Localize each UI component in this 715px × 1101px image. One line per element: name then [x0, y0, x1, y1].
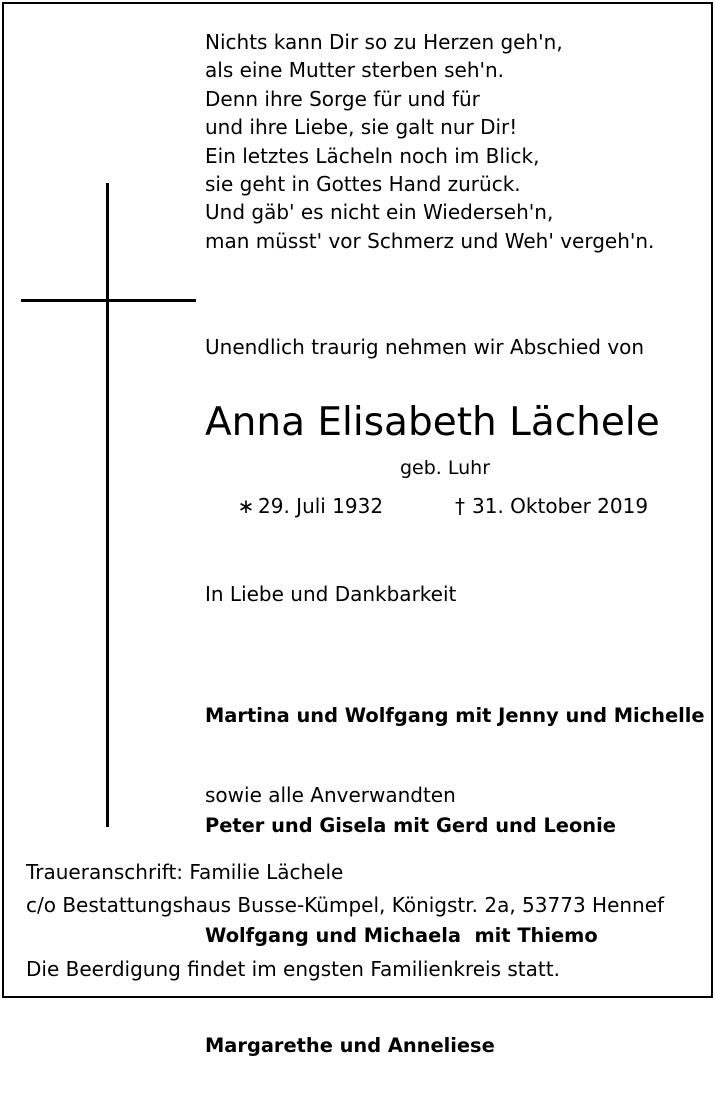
cross-horizontal-bar [21, 299, 196, 302]
mourner-family: Margarethe und Anneliese [205, 1033, 495, 1057]
poem-line: und ihre Liebe, sie galt nur Dir! [205, 115, 518, 140]
mourning-address [26, 856, 664, 922]
farewell-intro: Unendlich traurig nehmen wir Abschied von [205, 335, 645, 359]
birth-star-icon: ∗ [237, 494, 255, 518]
poem-line: als eine Mutter sterben seh'n. [205, 58, 505, 83]
birth-name: geb. Luhr [400, 457, 491, 479]
deceased-name: Anna Elisabeth Lächele [205, 400, 660, 445]
relatives-line: sowie alle Anverwandten [205, 783, 456, 807]
death-cross-icon: † [455, 494, 465, 518]
poem-line: sie geht in Gottes Hand zurück. [205, 172, 521, 197]
death-date: 31. Oktober 2019 [472, 494, 649, 518]
birth-date: 29. Juli 1932 [258, 494, 384, 518]
address-line: Traueranschrift: Familie Lächele [26, 860, 344, 884]
poem [205, 28, 654, 255]
funeral-note: Die Beerdigung findet im engsten Familienkreis statt. [26, 957, 560, 981]
poem-line: Denn ihre Sorge für und für [205, 86, 480, 111]
poem-line: Und gäb' es nicht ein Wiederseh'n, [205, 200, 554, 225]
birth-info [236, 492, 383, 520]
mourner-family: Martina und Wolfgang mit Jenny und Michelle [205, 704, 705, 728]
mourner-family: Wolfgang und Michaela mit Thiemo [205, 923, 598, 947]
mourner-family: Peter und Gisela mit Gerd und Leonie [205, 813, 616, 837]
cross-vertical-bar [106, 183, 109, 827]
poem-line: man müsst' vor Schmerz und Weh' vergeh'n. [205, 228, 655, 253]
address-line: c/o Bestattungshaus Busse-Kümpel, Königstr. 2a, 53773 Hennef [26, 893, 665, 917]
death-info [450, 492, 648, 520]
poem-line: Ein letztes Lächeln noch im Blick, [205, 143, 540, 168]
gratitude-line: In Liebe und Dankbarkeit [205, 582, 457, 606]
poem-line: Nichts kann Dir so zu Herzen geh'n, [205, 30, 563, 54]
